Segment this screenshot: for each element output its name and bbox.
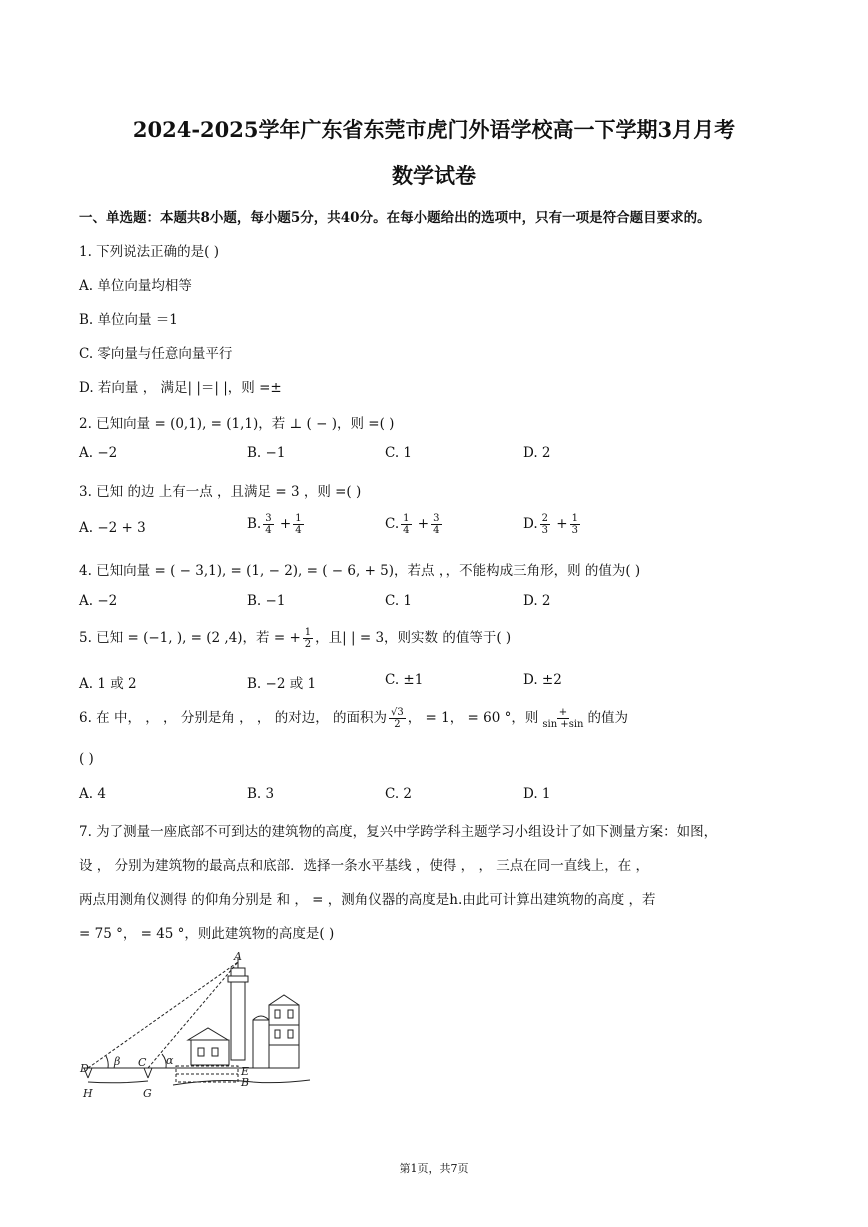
question-6-option-c: C. 2 <box>385 786 413 802</box>
label-d: D <box>80 1062 89 1075</box>
building-measurement-figure <box>78 950 318 1105</box>
question-2-option-d: D. 2 <box>523 445 551 461</box>
angle-beta-arc <box>106 1056 108 1068</box>
observer-c-stand <box>144 1068 152 1078</box>
question-3-stem: 3. 已知 的边 上有一点 ，且满足 = 3 ，则 =( ) <box>79 484 362 500</box>
question-3-option-a: A. −2 + 3 <box>79 520 146 536</box>
question-2-option-c: C. 1 <box>385 445 413 461</box>
question-6-stem-cont: ( ) <box>79 751 94 767</box>
question-4-option-b: B. −1 <box>247 593 286 609</box>
question-2-stem: 2. 已知向量 = (0,1), = (1,1)，若 ⊥ ( − )，则 =( ) <box>79 416 395 432</box>
question-5-stem: 5. 已知 = (−1, ), = (2 ,4)，若 = + $\frac{1}{2}$ ，且| | = 3，则实数 的值等于( ) <box>79 627 512 650</box>
question-4-option-c: C. 1 <box>385 593 413 609</box>
label-e: E <box>241 1065 250 1078</box>
section-heading: 一、单选题：本题共8小题，每小题5分，共40分。在每小题给出的选项中，只有一项是符合题目要求的。 <box>79 210 711 226</box>
label-g: G <box>143 1087 152 1100</box>
question-5-option-d: D. ±2 <box>523 672 562 688</box>
label-beta: β <box>114 1055 121 1068</box>
question-7-line-1: 7. 为了测量一座底部不可到达的建筑物的高度，复兴中学跨学科主题学习小组设计了如下测量方案：如图， <box>79 824 718 840</box>
question-6-option-a: A. 4 <box>79 786 106 802</box>
question-4-option-a: A. −2 <box>79 593 118 609</box>
question-3-option-b: B. $\frac{3}{4}$ + $\frac{1}{4}$ <box>247 513 302 536</box>
house <box>188 1028 229 1065</box>
label-h: H <box>83 1087 93 1100</box>
question-6-option-d: D. 1 <box>523 786 551 802</box>
question-3-option-c: C. $\frac{1}{4}$ + $\frac{3}{4}$ <box>385 513 440 536</box>
question-7-line-2: 设 ， 分别为建筑物的最高点和底部．选择一条水平基线 ，使得 ， ， 三点在同一直线上，在 ， <box>79 858 650 874</box>
question-5-option-a: A. 1 或 2 <box>79 676 137 692</box>
label-alpha: α <box>166 1054 174 1067</box>
question-1-option-a: A. 单位向量均相等 <box>79 278 192 294</box>
page-footer: 第1页，共7页 <box>399 1162 469 1175</box>
question-5-option-c: C. ±1 <box>385 672 424 688</box>
tower <box>228 958 248 1060</box>
label-c: C <box>138 1056 147 1069</box>
question-7-line-4: = 75 °， = 45 °，则此建筑物的高度是( ) <box>79 926 335 942</box>
ground-wave-left <box>88 1081 148 1083</box>
label-b: B <box>241 1076 250 1089</box>
question-4-stem: 4. 已知向量 = ( − 3,1), = (1, − 2), = ( − 6, + 5)，若点 ，，不能构成三角形，则 的值为( ) <box>79 563 641 579</box>
question-2-option-b: B. −1 <box>247 445 286 461</box>
title-line-1: 2024-2025学年广东省东莞市虎门外语学校高一下学期3月月考 <box>132 117 736 142</box>
question-2-option-a: A. −2 <box>79 445 118 461</box>
question-3-option-d: D. $\frac{2}{3}$ + $\frac{1}{3}$ <box>523 513 578 536</box>
question-1-option-d: D. 若向量 ， 满足| |＝| |，则 =± <box>79 380 282 396</box>
sight-lines <box>88 962 238 1082</box>
question-1-stem: 1. 下列说法正确的是( ) <box>79 244 219 260</box>
title-line-2: 数学试卷 <box>392 163 476 188</box>
question-1-option-b: B. 单位向量 ＝1 <box>79 312 178 328</box>
question-7-line-3: 两点用测角仪测得 的仰角分别是 和 ， = ，测角仪器的高度是h.由此可计算出建筑物的高度 ，若 <box>79 892 656 908</box>
right-buildings <box>253 995 299 1068</box>
question-6-stem: 6. 在 中， ， ， 分别是角 ， ， 的对边， 的面积为 $\frac{√3}{2}$ ， = 1， = 60 °，则 $\frac{+}{\sin +\sin}$ 的值为 <box>79 707 628 730</box>
question-4-option-d: D. 2 <box>523 593 551 609</box>
question-6-option-b: B. 3 <box>247 786 275 802</box>
question-5-option-b: B. −2 或 1 <box>247 676 317 692</box>
question-1-option-c: C. 零向量与任意向量平行 <box>79 346 233 362</box>
label-a: A <box>234 950 242 963</box>
